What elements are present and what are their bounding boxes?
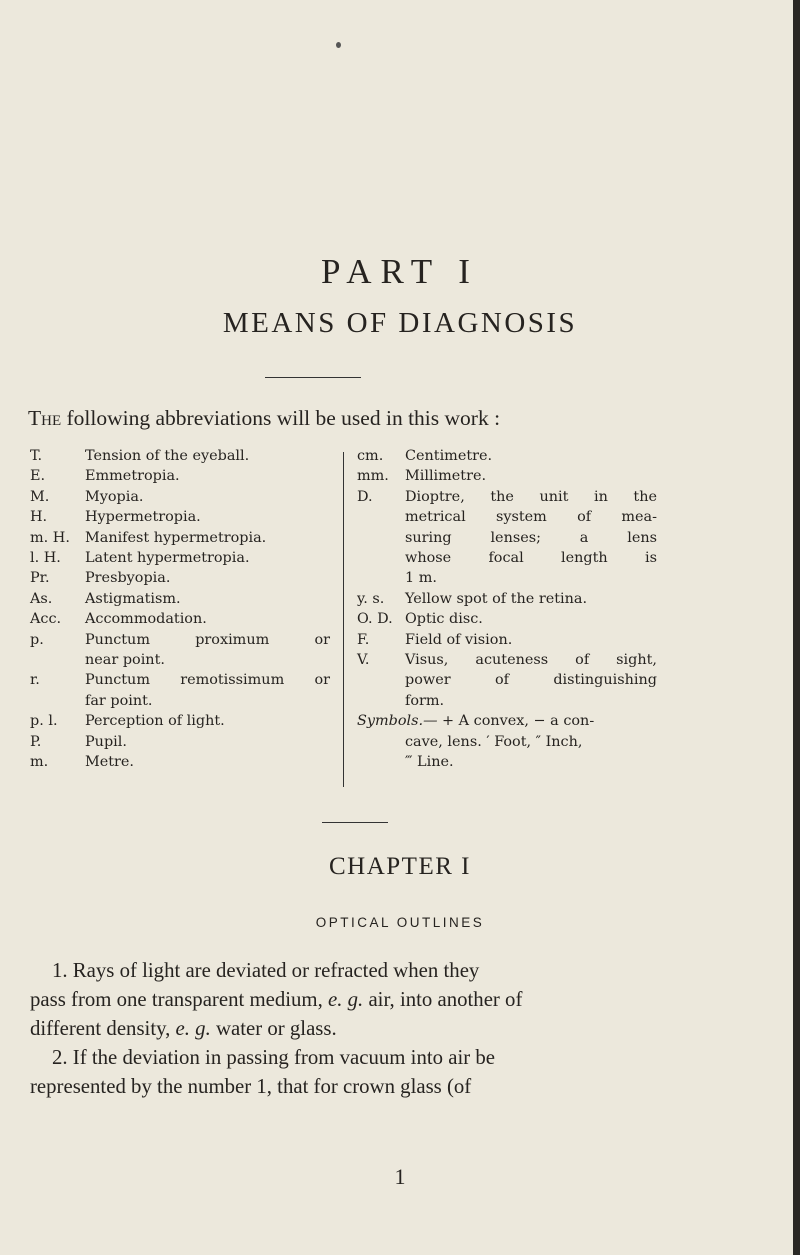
text-run: different density, [30, 1017, 176, 1040]
abbreviation-term: p. [30, 631, 44, 648]
abbreviation-entry [357, 650, 657, 670]
abbreviation-entry [30, 752, 330, 772]
intro-text: following abbreviations will be used in this work : [61, 406, 501, 430]
abbreviation-term: M. [30, 488, 50, 505]
abbreviation-definition-continued: near point. [85, 652, 165, 669]
intro-first-word: The [28, 406, 62, 430]
abbreviation-term: mm. [357, 468, 389, 485]
abbreviations-intro [28, 405, 500, 431]
abbreviation-definition-continued: metrical system of mea- [405, 509, 657, 526]
divider-rule [322, 822, 388, 823]
abbreviation-term: As. [30, 590, 53, 607]
section-heading: MEANS OF DIAGNOSIS [222, 307, 578, 339]
abbreviation-definition-continued: 1 m. [405, 570, 437, 587]
abbreviation-definition: Manifest hypermetropia. [85, 529, 267, 546]
abbreviation-entry [30, 670, 330, 690]
text-run: air, into another of [363, 988, 523, 1011]
abbreviation-term: m. [30, 754, 49, 771]
paragraph-line [30, 985, 750, 1014]
abbreviation-term: y. s. [357, 590, 385, 607]
abbreviation-entry [30, 630, 330, 650]
abbreviation-definition: Visus, acuteness of sight, [405, 652, 657, 669]
abbreviation-definition: Optic disc. [405, 611, 483, 628]
abbreviation-term: E. [30, 468, 46, 485]
symbols-line: + A convex, − a con- [437, 713, 595, 730]
abbreviation-definition-continued: form. [405, 692, 445, 709]
abbreviation-entry [30, 507, 330, 527]
symbols-line: cave, lens. ′ Foot, ″ Inch, [405, 733, 583, 750]
abbreviation-definition: Perception of light. [85, 713, 225, 730]
text-run: e. g. [175, 1017, 211, 1040]
abbreviation-definition: Yellow spot of the retina. [405, 590, 588, 607]
abbreviations-right-column [357, 446, 657, 773]
abbreviation-definition: Metre. [85, 754, 135, 771]
paragraph-line: 2. If the deviation in passing from vacuum into air be [52, 1046, 495, 1069]
abbreviation-definition: Millimetre. [405, 468, 487, 485]
paper-speck [336, 42, 341, 48]
paragraph-line [30, 1014, 750, 1043]
abbreviation-definition-continued: far point. [85, 692, 153, 709]
abbreviation-term: H. [30, 509, 48, 526]
paragraph-line: 1. Rays of light are deviated or refracted when they [52, 959, 480, 982]
abbreviation-entry [357, 446, 657, 466]
abbreviation-entry [30, 589, 330, 609]
abbreviation-term: cm. [357, 448, 384, 464]
symbols-entry [357, 711, 657, 731]
abbreviation-entry [30, 466, 330, 486]
abbreviation-definition: Latent hypermetropia. [85, 550, 250, 567]
abbreviation-entry [30, 711, 330, 731]
abbreviations-left-column [30, 446, 330, 773]
abbreviation-term: D. [357, 488, 373, 505]
abbreviation-definition: Centimetre. [405, 448, 493, 464]
chapter-subtitle: OPTICAL OUTLINES [315, 915, 485, 930]
text-run: pass from one transparent medium, [30, 988, 329, 1011]
symbols-label: Symbols.— [357, 713, 438, 730]
paragraph-line: represented by the number 1, that for crown glass (of [30, 1075, 472, 1098]
abbreviation-term: Pr. [30, 570, 50, 587]
abbreviation-term: l. H. [30, 550, 61, 567]
abbreviation-term: p. l. [30, 713, 58, 730]
abbreviation-entry [30, 528, 330, 548]
abbreviation-term: r. [30, 672, 40, 689]
abbreviation-definition: Emmetropia. [85, 468, 180, 485]
abbreviation-entry [357, 466, 657, 486]
chapter-body [30, 956, 750, 1101]
part-heading: PART I [321, 252, 479, 291]
abbreviation-term: m. H. [30, 529, 70, 546]
abbreviation-definition: Pupil. [85, 733, 127, 750]
abbreviation-definition: Astigmatism. [85, 590, 181, 607]
abbreviation-term: V. [357, 652, 370, 669]
abbreviation-definition: Presbyopia. [85, 570, 171, 587]
abbreviation-entry [30, 487, 330, 507]
chapter-heading: CHAPTER I [329, 853, 471, 880]
abbreviation-entry [30, 446, 330, 466]
abbreviation-entry [30, 732, 330, 752]
abbreviation-term: P. [30, 733, 42, 750]
abbreviation-term: F. [357, 631, 370, 648]
abbreviation-definition: Field of vision. [405, 631, 513, 648]
abbreviation-definition-continued: whose focal length is [405, 550, 657, 567]
abbreviation-definition: Tension of the eyeball. [85, 448, 250, 464]
abbreviation-definition-continued: suring lenses; a lens [405, 529, 657, 546]
symbols-line: ‴ Line. [405, 754, 454, 771]
abbreviation-definition: Hypermetropia. [85, 509, 201, 526]
abbreviation-entry [30, 548, 330, 568]
page-number: 1 [394, 1164, 406, 1189]
page-edge-shadow [793, 0, 800, 1255]
abbreviation-definition: Myopia. [85, 488, 144, 505]
divider-rule [265, 377, 361, 378]
abbreviation-term: T. [30, 448, 43, 464]
column-divider [343, 452, 344, 787]
abbreviation-term: O. D. [357, 611, 393, 628]
abbreviation-definition: Punctum remotissimum or [85, 672, 330, 689]
abbreviation-term: Acc. [30, 611, 62, 628]
abbreviation-definition: Punctum proximum or [85, 631, 330, 648]
abbreviation-entry [30, 568, 330, 588]
abbreviation-entry [357, 589, 657, 609]
abbreviation-definition: Dioptre, the unit in the [405, 488, 657, 505]
text-run: e. g. [328, 988, 364, 1011]
abbreviation-entry [30, 609, 330, 629]
text-run: water or glass. [210, 1017, 337, 1040]
abbreviation-entry [357, 609, 657, 629]
abbreviation-entry [357, 630, 657, 650]
abbreviation-definition: Accommodation. [85, 611, 207, 628]
abbreviation-definition-continued: power of distinguishing [405, 672, 657, 689]
abbreviation-entry [357, 487, 657, 507]
